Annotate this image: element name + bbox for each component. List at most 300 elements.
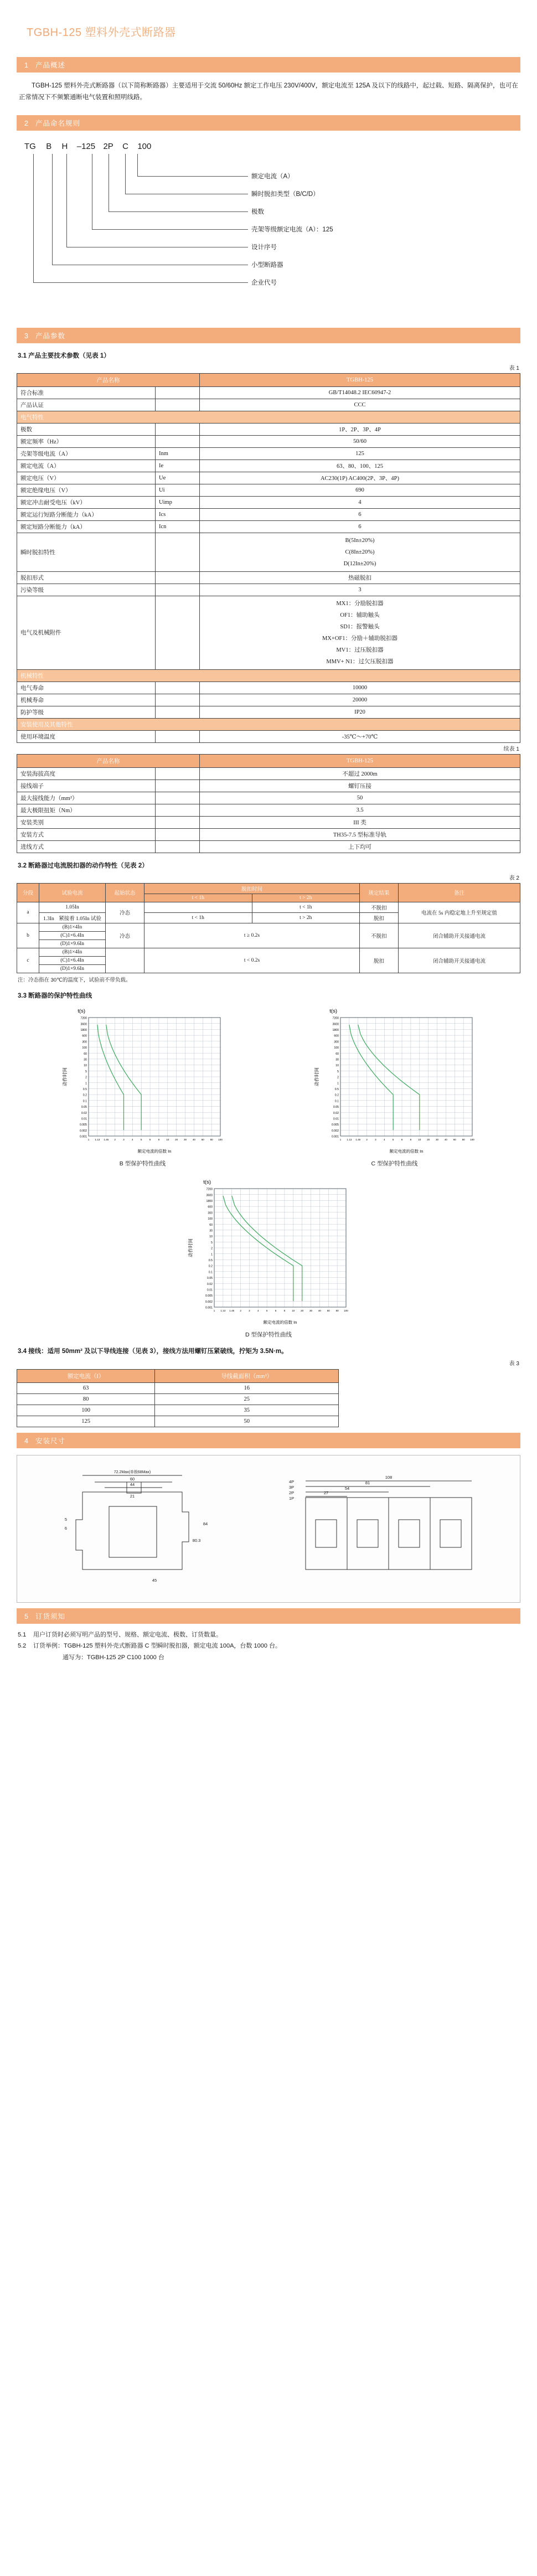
table-row <box>17 1416 339 1427</box>
table1-cont-caption: 续表 1 <box>503 746 519 752</box>
naming-label-1: 瞬时脱扣类型（B/C/D） <box>251 190 319 198</box>
spec-value: AC230(1P) AC400(2P、3P、4P) <box>200 472 520 484</box>
y-tick-label: 10 <box>209 1235 213 1238</box>
x-tick-label: 30 <box>309 1309 313 1312</box>
spec-symbol <box>156 730 200 742</box>
curves-row-d <box>17 1176 520 1339</box>
spec-value-line: OF1：辅助触头 <box>340 612 380 618</box>
y-tick-label: 2 <box>85 1076 87 1080</box>
table-row <box>17 411 520 423</box>
spec-label: 电气寿命 <box>17 682 156 694</box>
cell-initial: 冷态 <box>106 902 144 923</box>
y-tick-label: 0.005 <box>331 1123 339 1127</box>
spec-value: CCC <box>200 399 520 411</box>
cell-current: (D)1×9.6In <box>39 939 106 948</box>
cell-conductor-area: 35 <box>155 1405 339 1416</box>
spec-value: 热磁脱扣 <box>200 571 520 584</box>
spec-symbol <box>156 423 200 435</box>
col-note: 备注 <box>399 883 520 902</box>
front-view-drawing <box>272 1459 494 1597</box>
y-tick-label: 0.002 <box>331 1129 339 1133</box>
breaker-outline <box>76 1492 189 1570</box>
table-row <box>17 828 520 840</box>
spec-value: 上下均可 <box>200 840 520 853</box>
spec-symbol <box>156 792 200 804</box>
spec-symbol: Ue <box>156 472 200 484</box>
subsection-33-heading: 3.3 断路器的保护特性曲线 <box>18 992 92 999</box>
x-tick-label: 2 <box>113 1138 116 1141</box>
cell-result: 不脱扣 <box>360 902 399 912</box>
curve-d <box>185 1176 352 1339</box>
table3-caption: 表 3 <box>509 1360 519 1367</box>
y-tick-label: 5 <box>337 1070 339 1073</box>
spec-value: 63、80、100、125 <box>200 460 520 472</box>
spec-value <box>200 596 520 669</box>
pole-label: 3P <box>288 1484 294 1490</box>
y-axis-unit: t(s) <box>203 1179 211 1185</box>
x-tick-label: 20 <box>301 1309 304 1312</box>
y-tick-label: 0.001 <box>331 1135 339 1139</box>
x-tick-label: 1.13 <box>346 1138 352 1141</box>
cell-segment-a: a <box>17 902 39 923</box>
curve-d-title: D 型保护特性曲线 <box>245 1331 292 1338</box>
cell-t1: t < 1h <box>144 912 252 923</box>
col-header-model: TGBH-125 <box>200 754 520 767</box>
spec-label: 额定绝缘电压（V） <box>17 484 156 496</box>
cell-rated-current: 80 <box>17 1393 155 1405</box>
spec-label: 额定短路分断能力（kA） <box>17 520 156 533</box>
pole-window <box>357 1520 378 1547</box>
spec-label: 额定运行短路分断能力（kA） <box>17 508 156 520</box>
x-tick-label: 1 <box>339 1138 341 1141</box>
y-tick-label: 0.1 <box>334 1099 339 1103</box>
spec-label: 壳架等级电流（A） <box>17 447 156 460</box>
spec-symbol <box>156 828 200 840</box>
x-tick-label: 1.45 <box>355 1138 360 1141</box>
subcol-t-gt-2h: t > 2h <box>252 894 360 902</box>
cell-conductor-area: 25 <box>155 1393 339 1405</box>
cell-rated-current: 63 <box>17 1382 155 1393</box>
x-tick-label: 6 <box>401 1138 402 1141</box>
spec-value-line: MMV+ N1：过欠压脱扣器 <box>326 658 394 665</box>
table2-note: 注：冷态指在 30℃的温度下，试验前不带负载。 <box>18 977 131 983</box>
table-row <box>17 730 520 742</box>
table-row <box>17 472 520 484</box>
ordering-line-number: 5.2 <box>18 1643 27 1650</box>
spec-value: 125 <box>200 447 520 460</box>
table-row <box>17 584 520 596</box>
x-tick-label: 80 <box>462 1138 465 1141</box>
table-header-row <box>17 1369 339 1382</box>
overview-paragraph: TGBH-125 塑料外壳式断路器（以下简称断路器）主要适用于交流 50/60Hz 额定工作电压 230V/400V，额定电流至 125A 及以下的线路中，起过载、短路、隔离保护，也可在正常情况下不频繁通断电气装置和照明线路。 <box>19 82 518 101</box>
spec-value: 50/60 <box>200 435 520 447</box>
x-tick-label: 80 <box>335 1309 339 1312</box>
spec-label: 机械寿命 <box>17 694 156 706</box>
y-tick-label: 0.05 <box>206 1276 213 1280</box>
y-axis-unit: t(s) <box>77 1008 85 1014</box>
breaker-window <box>109 1506 157 1557</box>
section-number: 5 <box>24 1612 29 1620</box>
table-row <box>17 718 520 730</box>
table-row <box>17 484 520 496</box>
spec-value: 4 <box>200 496 520 508</box>
y-tick-label: 1800 <box>80 1028 87 1032</box>
table-row <box>17 669 520 682</box>
cell-current-val: 1.3In <box>43 916 54 922</box>
x-tick-label: 6 <box>275 1309 277 1312</box>
col-header-name: 产品名称 <box>17 754 200 767</box>
cell-conductor-area: 50 <box>155 1416 339 1427</box>
table-header-row <box>17 373 520 386</box>
spec-symbol <box>156 779 200 792</box>
y-tick-label: 5 <box>211 1241 213 1245</box>
table-row <box>17 435 520 447</box>
col-test-current: 试验电流 <box>39 883 106 902</box>
x-tick-label: 6 <box>149 1138 151 1141</box>
cell-conductor-area: 16 <box>155 1382 339 1393</box>
y-tick-label: 5 <box>85 1070 87 1073</box>
y-tick-label: 0.05 <box>333 1105 339 1109</box>
y-tick-label: 0.2 <box>82 1093 87 1097</box>
spec-value-line: MX+OF1：分励＋辅助脱扣器 <box>322 635 397 642</box>
naming-label-2: 极数 <box>251 208 264 215</box>
table-row <box>17 1393 339 1405</box>
section-number: 2 <box>24 119 29 127</box>
spec-symbol: Inm <box>156 447 200 460</box>
curve-b <box>60 1005 226 1168</box>
x-tick-label: 5 <box>392 1138 394 1141</box>
x-tick-label: 20 <box>174 1138 178 1141</box>
table-row <box>17 902 520 912</box>
table-trip-characteristics <box>17 883 520 973</box>
spec-symbol: Ie <box>156 460 200 472</box>
spec-label: 接线端子 <box>17 779 156 792</box>
col-trip-time: 脱扣时间 <box>144 883 360 894</box>
table-row <box>17 447 520 460</box>
model-code <box>24 142 151 151</box>
cell-current: (C)1×6.4In <box>39 956 106 964</box>
cell-current: (B)1×4In <box>39 948 106 956</box>
x-tick-label: 5 <box>140 1138 142 1141</box>
x-tick-label: 3 <box>374 1138 376 1141</box>
naming-label-4: 设计序号 <box>251 244 277 251</box>
x-tick-label: 8 <box>158 1138 159 1141</box>
col-header-model: TGBH-125 <box>200 373 520 386</box>
y-tick-label: 0.02 <box>81 1111 87 1115</box>
table-row <box>17 386 520 399</box>
pole-window <box>399 1520 420 1547</box>
y-tick-label: 30 <box>209 1229 213 1233</box>
cell-current: 1.05In <box>39 902 106 912</box>
cell-result: 脱扣 <box>360 912 399 923</box>
ordering-line-text: 用户订货时必须写明产品的型号、规格、额定电流、极数、订货数量。 <box>33 1631 222 1638</box>
x-tick-label: 100 <box>218 1138 223 1141</box>
x-tick-label: 2 <box>365 1138 368 1141</box>
y-tick-label: 0.02 <box>333 1111 339 1115</box>
spec-label: 进线方式 <box>17 840 156 853</box>
spec-label: 脱扣形式 <box>17 571 156 584</box>
y-axis-title: 动作时间 <box>61 1067 68 1086</box>
section-header-parameters <box>17 328 520 343</box>
cell-segment-b: b <box>17 923 39 948</box>
section-header-dimensions <box>17 1433 520 1448</box>
table-row <box>17 816 520 828</box>
x-tick-label: 60 <box>201 1138 204 1141</box>
spec-label: 最大接线能力（mm²） <box>17 792 156 804</box>
cell-initial: 冷态 <box>106 923 144 948</box>
group-header-cell: 安装使用及其他特性 <box>17 718 520 730</box>
spec-value: IP20 <box>200 706 520 718</box>
y-axis-title: 动作时间 <box>188 1238 193 1257</box>
pole-label: 4P <box>288 1479 294 1484</box>
y-axis-title: 动作时间 <box>313 1067 319 1086</box>
x-tick-label: 8 <box>283 1309 286 1312</box>
code-part-5: C <box>122 141 128 151</box>
col-header-name: 产品名称 <box>17 373 200 386</box>
naming-rule-diagram <box>17 140 520 322</box>
spec-value-line: MX1：分励脱扣器 <box>336 600 384 607</box>
table-row <box>17 706 520 718</box>
spec-label: 产品认证 <box>17 399 156 411</box>
table-row <box>17 694 520 706</box>
curve-c-title: C 型保护特性曲线 <box>371 1160 418 1167</box>
spec-value-line: C(8In±20%) <box>345 549 375 555</box>
spec-label: 安装方式 <box>17 828 156 840</box>
x-tick-label: 30 <box>183 1138 187 1141</box>
table-main-specs-cont <box>17 754 520 853</box>
trip-curve-chart <box>312 1005 478 1155</box>
y-tick-label: 1 <box>85 1081 87 1085</box>
trip-curve-chart <box>185 1176 352 1326</box>
spec-label: 防护等级 <box>17 706 156 718</box>
cell-trip-time: t < 0.2s <box>144 948 360 973</box>
y-tick-label: 0.5 <box>82 1087 87 1091</box>
spec-label: 额定频率（Hz） <box>17 435 156 447</box>
section-label: 安装尺寸 <box>35 1437 65 1445</box>
dimension-label: 80.3 <box>192 1537 200 1543</box>
x-tick-label: 40 <box>318 1309 321 1312</box>
curve-upper-bound <box>358 1024 419 1130</box>
spec-symbol <box>156 816 200 828</box>
x-tick-label: 3 <box>249 1309 250 1312</box>
naming-label-6: 企业代号 <box>251 279 277 286</box>
y-tick-label: 0.01 <box>333 1117 339 1121</box>
spec-value-line: MV1：过压脱扣器 <box>336 647 384 653</box>
spec-label: 使用环境温度 <box>17 730 156 742</box>
y-tick-label: 3600 <box>80 1022 87 1026</box>
dimension-label: 45 <box>152 1577 157 1583</box>
spec-value-line: SD1：报警触头 <box>340 623 380 630</box>
subsection-31-heading: 3.1 产品主要技术参数（见表 1） <box>18 352 110 359</box>
spec-label: 电气及机械附件 <box>17 596 156 669</box>
y-tick-label: 0.01 <box>81 1117 87 1121</box>
x-tick-label: 2 <box>240 1309 241 1312</box>
spec-label: 安装海拔高度 <box>17 767 156 779</box>
x-tick-label: 4 <box>257 1309 259 1312</box>
naming-label-3: 壳架等级额定电流（A）：125 <box>251 226 333 233</box>
x-tick-label: 1.45 <box>103 1138 109 1141</box>
spec-value: 6 <box>200 508 520 520</box>
cell-initial <box>106 948 144 973</box>
dimension-label: 60 <box>130 1476 135 1481</box>
section-label: 订货须知 <box>35 1612 65 1620</box>
curve-lower-bound <box>349 1024 393 1130</box>
spec-label: 污染等级 <box>17 584 156 596</box>
section-number: 3 <box>24 332 29 340</box>
pole-label: 1P <box>288 1495 294 1501</box>
table-header-row <box>17 754 520 767</box>
x-tick-label: 8 <box>410 1138 411 1141</box>
ordering-example-code: 通写为：TGBH-125 2P C100 1000 台 <box>32 1654 164 1661</box>
y-tick-label: 0.001 <box>79 1135 87 1139</box>
subsection-34-heading: 3.4 接线：适用 50mm² 及以下导线连接（见表 3），接线方法用螺钉压紧破线，拧矩为 3.5N·m。 <box>18 1348 288 1355</box>
ordering-line-number: 5.1 <box>18 1631 27 1638</box>
y-tick-label: 7200 <box>332 1016 339 1020</box>
x-tick-label: 4 <box>131 1138 133 1141</box>
group-header-cell: 电气特性 <box>17 411 520 423</box>
y-tick-label: 0.2 <box>334 1093 339 1097</box>
y-tick-label: 600 <box>333 1034 339 1038</box>
x-tick-label: 1.13 <box>220 1309 226 1312</box>
cell-segment-c: c <box>17 948 39 973</box>
y-tick-label: 60 <box>83 1052 87 1056</box>
ordering-line <box>18 1640 520 1652</box>
table-row <box>17 767 520 779</box>
dimension-drawing-front <box>272 1459 494 1599</box>
table-row <box>17 496 520 508</box>
spec-label: 额定冲击耐受电压（kV） <box>17 496 156 508</box>
page-title: TGBH-125 塑料外壳式断路器 <box>27 27 176 39</box>
y-tick-label: 60 <box>335 1052 339 1056</box>
spec-value: 螺钉压接 <box>200 779 520 792</box>
y-tick-label: 0.5 <box>208 1258 213 1262</box>
x-tick-label: 1 <box>87 1138 89 1141</box>
spec-value <box>200 533 520 571</box>
dimension-label: 5 <box>64 1516 67 1522</box>
table-row <box>17 508 520 520</box>
y-tick-label: 10 <box>335 1064 339 1067</box>
spec-symbol <box>156 386 200 399</box>
table-row <box>17 423 520 435</box>
dimension-label: 21 <box>130 1493 135 1499</box>
spec-symbol <box>156 435 200 447</box>
y-tick-label: 7200 <box>80 1016 87 1020</box>
table1-caption: 表 1 <box>509 365 519 371</box>
cell-t2: t > 2h <box>252 912 360 923</box>
dimension-drawings <box>17 1455 520 1603</box>
spec-value-line: B(5In±20%) <box>345 537 375 544</box>
spec-symbol <box>156 767 200 779</box>
y-tick-label: 3600 <box>332 1022 339 1026</box>
naming-label-5: 小型断路器 <box>251 261 283 269</box>
col-conductor-area: 导线截面积（mm²） <box>155 1369 339 1382</box>
spec-symbol: Ui <box>156 484 200 496</box>
section-label: 产品概述 <box>35 61 65 69</box>
section-label: 产品参数 <box>35 332 65 340</box>
x-tick-label: 1.45 <box>229 1309 235 1312</box>
y-tick-label: 0.1 <box>82 1099 87 1103</box>
cell-result: 不脱扣 <box>360 923 399 948</box>
col-result: 规定结果 <box>360 883 399 902</box>
x-tick-label: 40 <box>192 1138 195 1141</box>
x-tick-label: 20 <box>426 1138 430 1141</box>
dimension-label: 44 <box>130 1481 135 1487</box>
y-tick-label: 0.02 <box>206 1282 213 1286</box>
x-tick-label: 100 <box>469 1138 474 1141</box>
table-row <box>17 948 520 956</box>
spec-symbol <box>156 533 200 571</box>
table-row <box>17 533 520 571</box>
spec-symbol <box>156 706 200 718</box>
y-tick-label: 0.01 <box>206 1288 213 1292</box>
y-tick-label: 2 <box>211 1247 213 1251</box>
x-tick-label: 1.13 <box>94 1138 100 1141</box>
x-tick-label: 10 <box>417 1138 421 1141</box>
y-tick-label: 60 <box>209 1223 213 1227</box>
y-tick-label: 0.001 <box>205 1306 213 1310</box>
y-tick-label: 600 <box>208 1205 213 1209</box>
spec-value: -35℃～+70℃ <box>200 730 520 742</box>
y-tick-label: 1 <box>211 1252 213 1256</box>
code-part-2: H <box>61 141 68 151</box>
ordering-line <box>18 1629 520 1641</box>
y-tick-label: 300 <box>208 1211 213 1215</box>
y-tick-label: 0.005 <box>205 1294 213 1298</box>
spec-symbol: Icn <box>156 520 200 533</box>
col-initial-state: 起始状态 <box>106 883 144 902</box>
x-tick-label: 1 <box>213 1309 215 1312</box>
x-tick-label: 10 <box>292 1309 295 1312</box>
col-segment: 分段 <box>17 883 39 902</box>
ordering-line-text: 订货举例：TGBH-125 塑料外壳式断路器 C 型瞬时脱扣器，额定电流 100A，台数 1000 台。 <box>33 1643 282 1650</box>
x-axis-title: 额定电流的倍数 In <box>263 1319 297 1325</box>
y-tick-label: 1800 <box>206 1199 213 1203</box>
section-number: 1 <box>24 61 29 69</box>
cell-t2: t < 1h <box>252 902 360 912</box>
cell-note: 闭合辅助开关接通电流 <box>399 923 520 948</box>
pole-label: 2P <box>288 1490 294 1495</box>
y-tick-label: 0.002 <box>205 1300 213 1304</box>
table-row <box>17 520 520 533</box>
spec-label: 极数 <box>17 423 156 435</box>
group-header-cell: 机械特性 <box>17 669 520 682</box>
x-tick-label: 100 <box>344 1309 348 1312</box>
spec-label: 额定电流（A） <box>17 460 156 472</box>
curve-lower-bound <box>97 1024 123 1130</box>
y-tick-label: 0.05 <box>81 1105 87 1109</box>
y-tick-label: 100 <box>81 1046 87 1050</box>
x-tick-label: 60 <box>327 1309 330 1312</box>
cell-t1 <box>144 902 252 912</box>
trip-curve-chart <box>60 1005 226 1155</box>
y-tick-label: 1 <box>337 1081 339 1085</box>
cell-current: (B)1×4In <box>39 923 106 931</box>
x-tick-label: 80 <box>210 1138 213 1141</box>
spec-value-line: D(12In±20%) <box>343 560 376 567</box>
spec-symbol <box>156 584 200 596</box>
y-tick-label: 2 <box>337 1076 339 1080</box>
x-tick-label: 3 <box>122 1138 125 1141</box>
table-main-specs <box>17 373 520 743</box>
table-row <box>17 596 520 669</box>
dimension-label: 72.2Max(单极68Max) <box>113 1470 151 1474</box>
y-tick-label: 30 <box>83 1058 87 1062</box>
spec-value: 1P、2P、3P、4P <box>200 423 520 435</box>
spec-value: 不超过 2000m <box>200 767 520 779</box>
x-tick-label: 10 <box>166 1138 169 1141</box>
y-tick-label: 1800 <box>332 1028 339 1032</box>
table2-caption: 表 2 <box>509 875 519 881</box>
